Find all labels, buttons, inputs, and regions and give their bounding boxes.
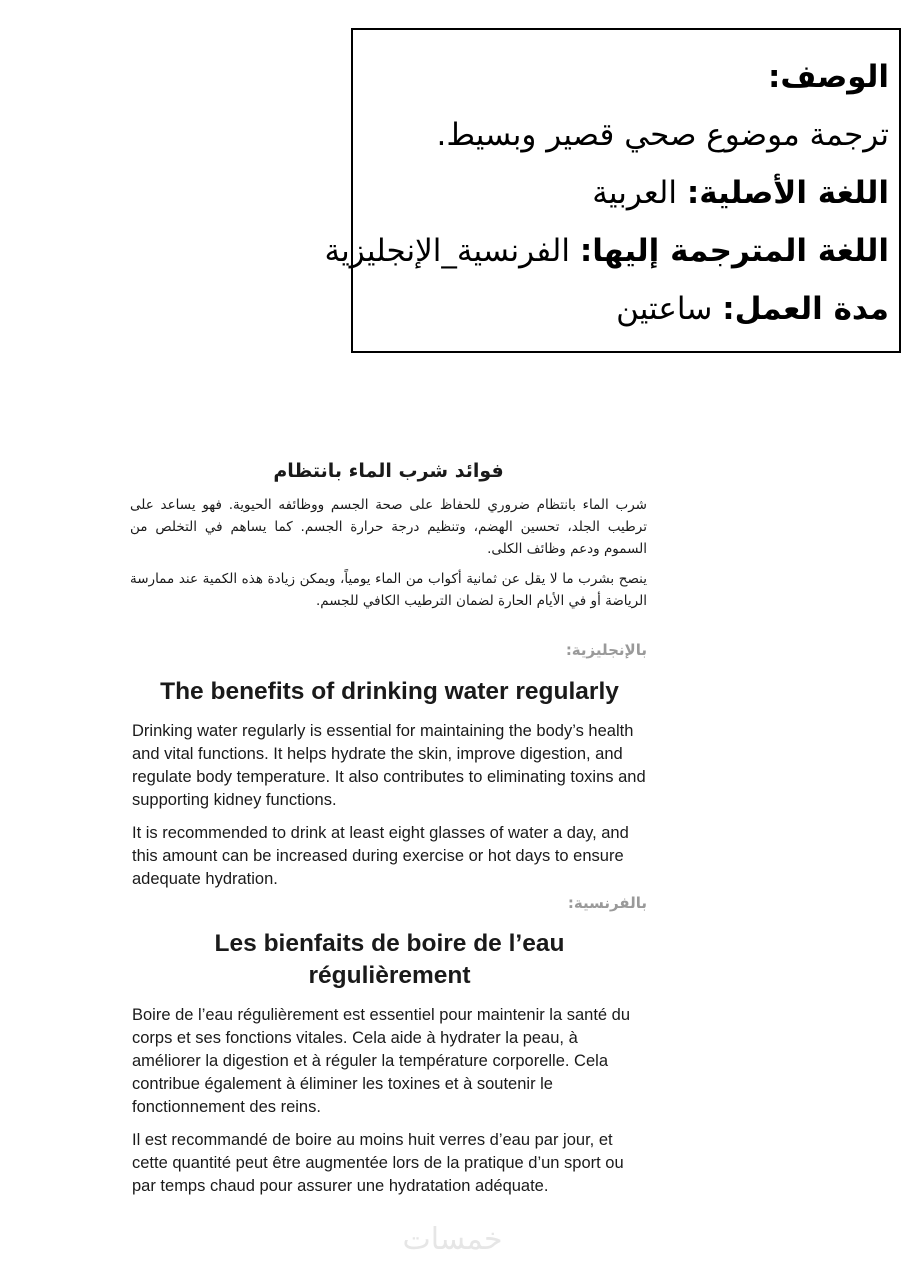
description-value: ترجمة موضوع صحي قصير وبسيط. (436, 117, 889, 153)
english-paragraph-1: Drinking water regularly is essential for maintaining the body’s health and vital functions. It helps hydrate the skin, improve digestion, and regulate body temperature. It also contributes to eliminating toxins and supporting kidney functions. (132, 722, 646, 809)
source-language-line (363, 164, 889, 222)
arabic-paragraph-2: ينصح بشرب ما لا يقل عن ثمانية أكواب من الماء يومياً، ويمكن زيادة هذه الكمية عند ممارسة الرياضة أو في الأيام الحارة لضمان الترطيب الكافي للجسم. (130, 571, 647, 609)
description-value-line (363, 106, 889, 164)
project-info-box (324, 28, 901, 353)
french-paragraph-2: Il est recommandé de boire au moins huit verres d’eau par jour, et cette quantité peut être augmentée lors de la pratique d’un sport ou par temps chaud pour assurer une hydratation adéquate. (132, 1131, 624, 1195)
english-title: The benefits of drinking water regularly (160, 678, 619, 705)
arabic-paragraph-1: شرب الماء بانتظام ضروري للحفاظ على صحة الجسم ووظائفه الحيوية. فهو يساعد على ترطيب الجلد، تحسين الهضم، وتنظيم درجة حرارة الجسم. كما يساهم في التخلص من السموم ودعم وظائف الكلى. (130, 497, 647, 557)
source-language-value: العربية (592, 175, 677, 211)
duration-value: ساعتين (616, 291, 713, 327)
source-language-label: اللغة الأصلية: (686, 175, 889, 211)
target-language-value: الفرنسية_الإنجليزية (324, 233, 570, 269)
arabic-section (130, 460, 647, 620)
watermark-logo: خمسات (402, 1222, 503, 1257)
french-paragraph-1: Boire de l’eau régulièrement est essentiel pour maintenir la santé du corps et ses fonctions vitales. Cela aide à hydrater la peau, à améliorer la digestion et à réguler la température corporelle. Cela contribue également à éliminer les toxines et à soutenir le fonctionnement des reins. (132, 1006, 631, 1116)
english-paragraph-2: It is recommended to drink at least eight glasses of water a day, and this amount can be increased during exercise or hot days to ensure adequate hydration. (132, 824, 629, 888)
duration-label: مدة العمل: (722, 291, 889, 327)
french-label: بالفرنسية: (567, 894, 647, 912)
french-title: Les bienfaits de boire de l’eau régulièrement (214, 930, 565, 989)
description-line (363, 48, 889, 106)
english-section (132, 676, 647, 901)
duration-line (363, 280, 889, 338)
target-language-label: اللغة المترجمة إليها: (579, 233, 889, 269)
description-label: الوصف: (768, 59, 889, 95)
arabic-title: فوائد شرب الماء بانتظام (273, 460, 504, 482)
target-language-line (324, 222, 889, 280)
french-section (132, 928, 647, 1208)
english-label: بالإنجليزية: (565, 641, 647, 659)
